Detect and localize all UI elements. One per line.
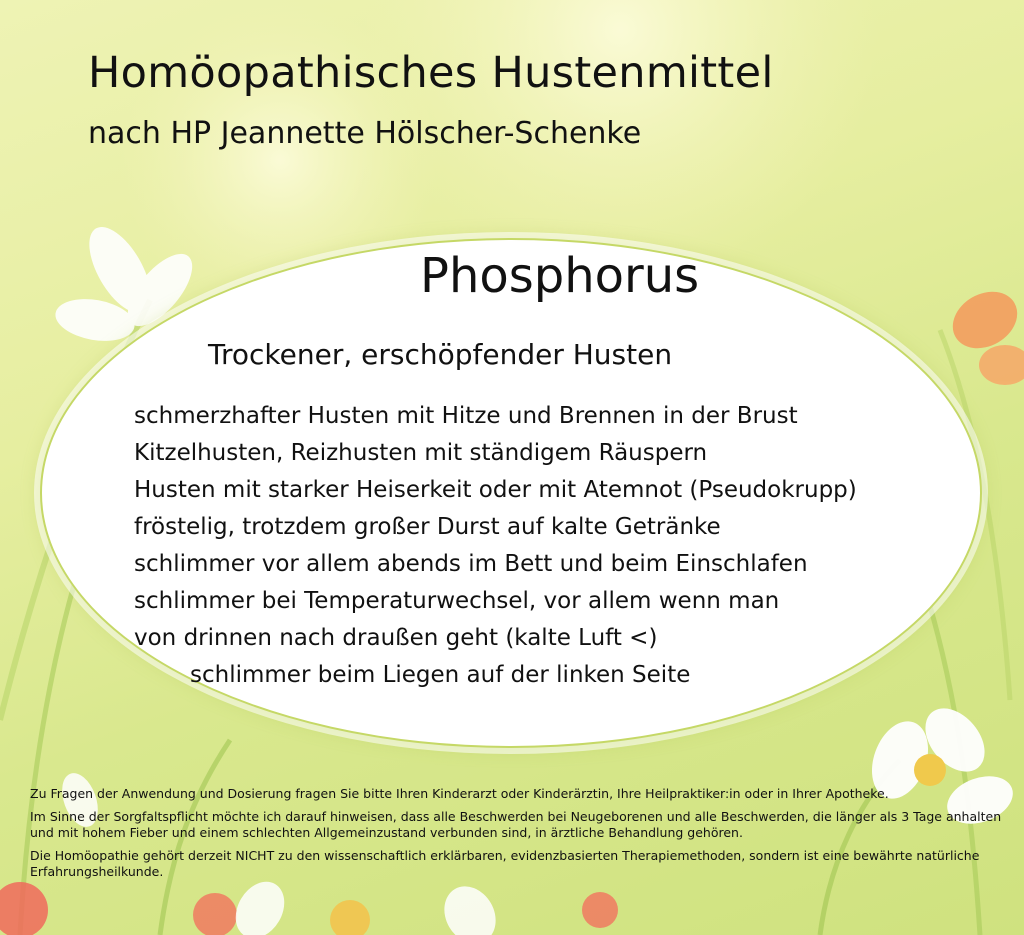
symptom-item: schlimmer vor allem abends im Bett und beim Einschlafen bbox=[134, 551, 808, 577]
symptom-item: schmerzhafter Husten mit Hitze und Brennen in der Brust bbox=[134, 403, 798, 429]
symptom-heading: Trockener, erschöpfender Husten bbox=[208, 338, 673, 371]
page-subtitle: nach HP Jeannette Hölscher-Schenke bbox=[88, 116, 642, 151]
symptom-item: fröstelig, trotzdem großer Durst auf kalte Getränke bbox=[134, 514, 721, 540]
poppy-flower bbox=[0, 882, 618, 935]
footer-notes bbox=[30, 786, 1002, 887]
care-note: Im Sinne der Sorgfaltspflicht möchte ich darauf hinweisen, dass alle Beschwerden bei Neugeborenen und alle Beschwerden, die länger als 3 Tage anhalten und mit hohem Fieber und einem schlechten Allgemeinzustand verbunden sind, in ärztliche Behandlung gehören. bbox=[30, 809, 1002, 840]
symptom-item: schlimmer bei Temperaturwechsel, vor allem wenn man bbox=[134, 588, 780, 614]
page-title: Homöopathisches Hustenmittel bbox=[88, 48, 774, 98]
remedy-name: Phosphorus bbox=[420, 248, 700, 304]
symptom-item: Husten mit starker Heiserkeit oder mit Atemnot (Pseudokrupp) bbox=[134, 477, 857, 503]
dosage-note: Zu Fragen der Anwendung und Dosierung fragen Sie bitte Ihren Kinderarzt oder Kinderärztin, Ihre Heilpraktiker:in oder in Ihrer Apotheke. bbox=[30, 786, 889, 801]
symptom-item: Kitzelhusten, Reizhusten mit ständigem Räuspern bbox=[134, 440, 708, 466]
symptom-item: schlimmer beim Liegen auf der linken Seite bbox=[190, 662, 691, 688]
symptom-list bbox=[134, 398, 857, 694]
disclaimer-note: Die Homöopathie gehört derzeit NICHT zu den wissenschaftlich erklärbaren, evidenzbasierten Therapiemethoden, sondern ist eine bewährte natürliche Erfahrungsheilkunde. bbox=[30, 848, 980, 879]
symptom-item: von drinnen nach draußen geht (kalte Luft <) bbox=[134, 625, 658, 651]
